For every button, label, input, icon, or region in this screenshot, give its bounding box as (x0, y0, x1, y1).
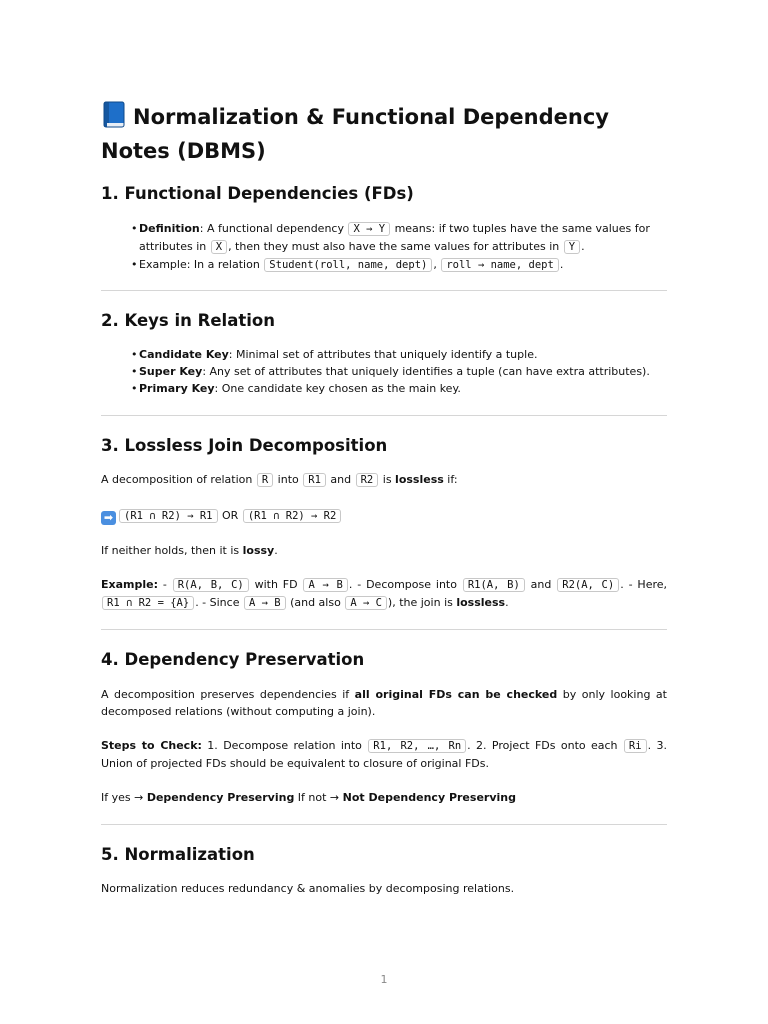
section-heading-normalization: 5. Normalization (101, 845, 255, 864)
keys-bullet-list (131, 346, 667, 397)
right-arrow-icon: ➡ (101, 511, 116, 525)
list-item: • Super Key: Any set of attributes that uniquely identifies a tuple (can have extra attributes). (131, 363, 667, 380)
list-item: • Example: In a relation Student(roll, name, dept) , roll → name, dept . (131, 256, 667, 274)
lossy-note: If neither holds, then it is lossy. (101, 544, 278, 557)
divider (101, 290, 667, 291)
list-item: • Primary Key: One candidate key chosen as the main key. (131, 380, 667, 397)
normalization-definition: Normalization reduces redundancy & anomalies by decomposing relations. (101, 882, 515, 895)
lossless-example: Example: - R(A, B, C) with FD A → B . - Decompose into R1(A, B) and R2(A, C) . - Here, R1 ∩ R2 = {A} . - Since A → B (and also A → C ), the join is lossless. (101, 578, 668, 609)
divider (101, 415, 667, 416)
preservation-definition: A decomposition preserves dependencies if all original FDs can be checked by only looking at decomposed relations (without computing a join). (101, 688, 667, 718)
section-heading-dependency-preservation: 4. Dependency Preservation (101, 650, 365, 669)
list-item: • Candidate Key: Minimal set of attributes that uniquely identify a tuple. (131, 346, 667, 363)
list-item: • Definition: A functional dependency X → Y means: if two tuples have the same values for attributes in X , then they must also have the same values for attributes in Y . (131, 220, 667, 256)
page-number: 1 (380, 973, 388, 986)
divider (101, 824, 667, 825)
lossless-definition: A decomposition of relation R into R1 and R2 is lossless if: (101, 473, 458, 486)
lossless-condition: ➡ (R1 ∩ R2) → R1 OR (R1 ∩ R2) → R2 (101, 507, 667, 525)
fd-bullet-list (131, 220, 667, 274)
divider (101, 629, 667, 630)
preservation-steps: Steps to Check: 1. Decompose relation into R1, R2, …, Rn . 2. Project FDs onto each Ri . 3. Union of projected FDs should be equivalent to closure of original FDs. (101, 739, 667, 770)
preservation-result: If yes → Dependency Preserving If not → Not Dependency Preserving (101, 791, 516, 804)
section-heading-keys: 2. Keys in Relation (101, 311, 275, 330)
section-heading-lossless-join: 3. Lossless Join Decomposition (101, 436, 388, 455)
section-heading-functional-dependencies: 1. Functional Dependencies (FDs) (101, 184, 414, 203)
blue-book-icon (101, 101, 127, 129)
page-title (101, 100, 661, 168)
page-title-text: Normalization & Functional Dependency Notes (DBMS) (101, 105, 609, 163)
